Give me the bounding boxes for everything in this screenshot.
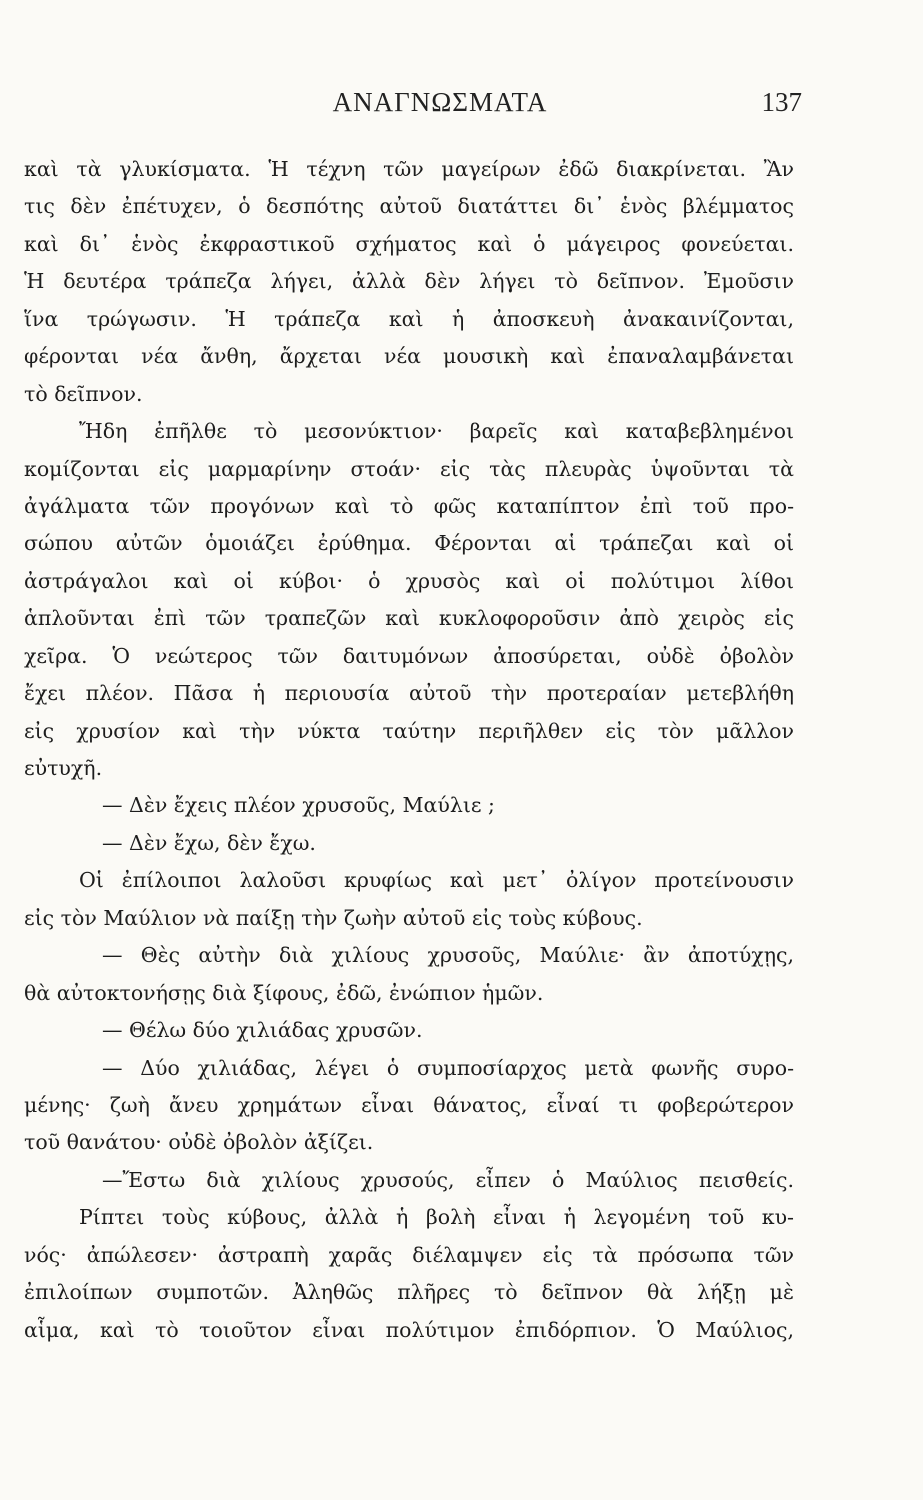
dialogue-line: — Θὲς αὐτὴν διὰ χιλίους χρυσοῦς, Μαύλιε· ἂν ἀποτύχῃς,	[102, 943, 794, 968]
text-line: Ρίπτει τοὺς κύβους, ἀλλὰ ἡ βολὴ εἶναι ἡ λεγομένη τοῦ κυ-	[79, 1205, 794, 1230]
text-line: καὶ δι᾿ ἑνὸς ἐκφραστικοῦ σχήματος καὶ ὁ μάγειρος φονεύεται.	[24, 231, 794, 256]
text-line: ἐπιλοίπων συμποτῶν. Ἀληθῶς πλῆρες τὸ δεῖπνον θὰ λήξῃ μὲ	[24, 1280, 794, 1305]
text-line: εὐτυχῆ.	[24, 756, 103, 780]
text-line: τοῦ θανάτου· οὐδὲ ὀβολὸν ἀξίζει.	[24, 1130, 374, 1155]
text-line: μένης· ζωὴ ἄνευ χρημάτων εἶναι θάνατος, εἶναί τι φοβερώτερον	[24, 1092, 794, 1117]
dialogue-line: —Ἔστω διὰ χιλίους χρυσούς, εἶπεν ὁ Μαύλιος πεισθείς.	[102, 1167, 794, 1192]
text-line: ἀστράγαλοι καὶ οἱ κύβοι· ὁ χρυσὸς καὶ οἱ πολύτιμοι λίθοι	[24, 568, 794, 593]
text-line: ἵνα τρώγωσιν. Ἡ τράπεζα καὶ ἡ ἀποσκευὴ ἀνακαινίζονται,	[24, 306, 794, 331]
text-line: ἔχει πλέον. Πᾶσα ἡ περιουσία αὐτοῦ τὴν προτεραίαν μετεβλήθη	[24, 681, 794, 706]
text-line: τις δὲν ἐπέτυχεν, ὁ δεσπότης αὐτοῦ διατάττει δι᾿ ἑνὸς βλέμματος	[24, 194, 794, 219]
text-line: ἁπλοῦνται ἐπὶ τῶν τραπεζῶν καὶ κυκλοφοροῦσιν ἀπὸ χειρὸς εἰς	[24, 606, 794, 631]
text-line: καὶ τὰ γλυκίσματα. Ἡ τέχνη τῶν μαγείρων ἐδῶ διακρίνεται. Ἂν	[24, 157, 794, 181]
text-line: αἷμα, καὶ τὸ τοιοῦτον εἶναι πολύτιμον ἐπιδόρπιον. Ὁ Μαύλιος,	[24, 1317, 794, 1342]
page-header	[0, 82, 923, 122]
text-line: ἀγάλματα τῶν προγόνων καὶ τὸ φῶς καταπίπτον ἐπὶ τοῦ προ-	[24, 493, 794, 518]
running-head: ΑΝΑΓΝΩΣΜΑΤΑ	[332, 87, 548, 117]
text-line: Ἡ δευτέρα τράπεζα λήγει, ἀλλὰ δὲν λήγει τὸ δεῖπνον. Ἐμοῦσιν	[24, 269, 794, 294]
text-line: σώπου αὐτῶν ὁμοιάζει ἐρύθημα. Φέρονται αἱ τράπεζαι καὶ οἱ	[24, 531, 794, 556]
text-line: θὰ αὐτοκτονήσῃς διὰ ξίφους, ἐδῶ, ἐνώπιον ἡμῶν.	[24, 980, 544, 1005]
dialogue-line: — Δὲν ἔχω, δὲν ἔχω.	[102, 830, 316, 855]
text-line: χεῖρα. Ὁ νεώτερος τῶν δαιτυμόνων ἀποσύρεται, οὐδὲ ὀβολὸν	[24, 643, 794, 668]
text-line: εἰς τὸν Μαύλιον νὰ παίξῃ τὴν ζωὴν αὐτοῦ εἰς τοὺς κύβους.	[24, 905, 643, 930]
text-line: εἰς χρυσίον καὶ τὴν νύκτα ταύτην περιῆλθεν εἰς τὸν μᾶλλον	[24, 718, 794, 743]
text-line: κομίζονται εἰς μαρμαρίνην στοάν· εἰς τὰς πλευρὰς ὑψοῦνται τὰ	[24, 456, 794, 481]
text-line: Οἱ ἐπίλοιποι λαλοῦσι κρυφίως καὶ μετ᾿ ὀλίγον προτείνουσιν	[79, 868, 794, 893]
dialogue-line: — Δύο χιλιάδας, λέγει ὁ συμποσίαρχος μετὰ φωνῆς συρο-	[102, 1055, 794, 1080]
text-line: Ἤδη ἐπῆλθε τὸ μεσονύκτιον· βαρεῖς καὶ καταβεβλημένοι	[79, 419, 794, 444]
dialogue-line: — Θέλω δύο χιλιάδας χρυσῶν.	[102, 1018, 423, 1043]
dialogue-line: — Δὲν ἔχεις πλέον χρυσοῦς, Μαύλιε ;	[102, 793, 495, 818]
page-number: 137	[761, 87, 802, 117]
text-line: τὸ δεῖπνον.	[24, 381, 143, 406]
text-line: νός· ἀπώλεσεν· ἀστραπὴ χαρᾶς διέλαμψεν εἰς τὰ πρόσωπα τῶν	[24, 1242, 794, 1267]
text-line: φέρονται νέα ἄνθη, ἄρχεται νέα μουσικὴ καὶ ἐπαναλαμβάνεται	[24, 344, 794, 369]
body-text	[24, 151, 794, 1349]
